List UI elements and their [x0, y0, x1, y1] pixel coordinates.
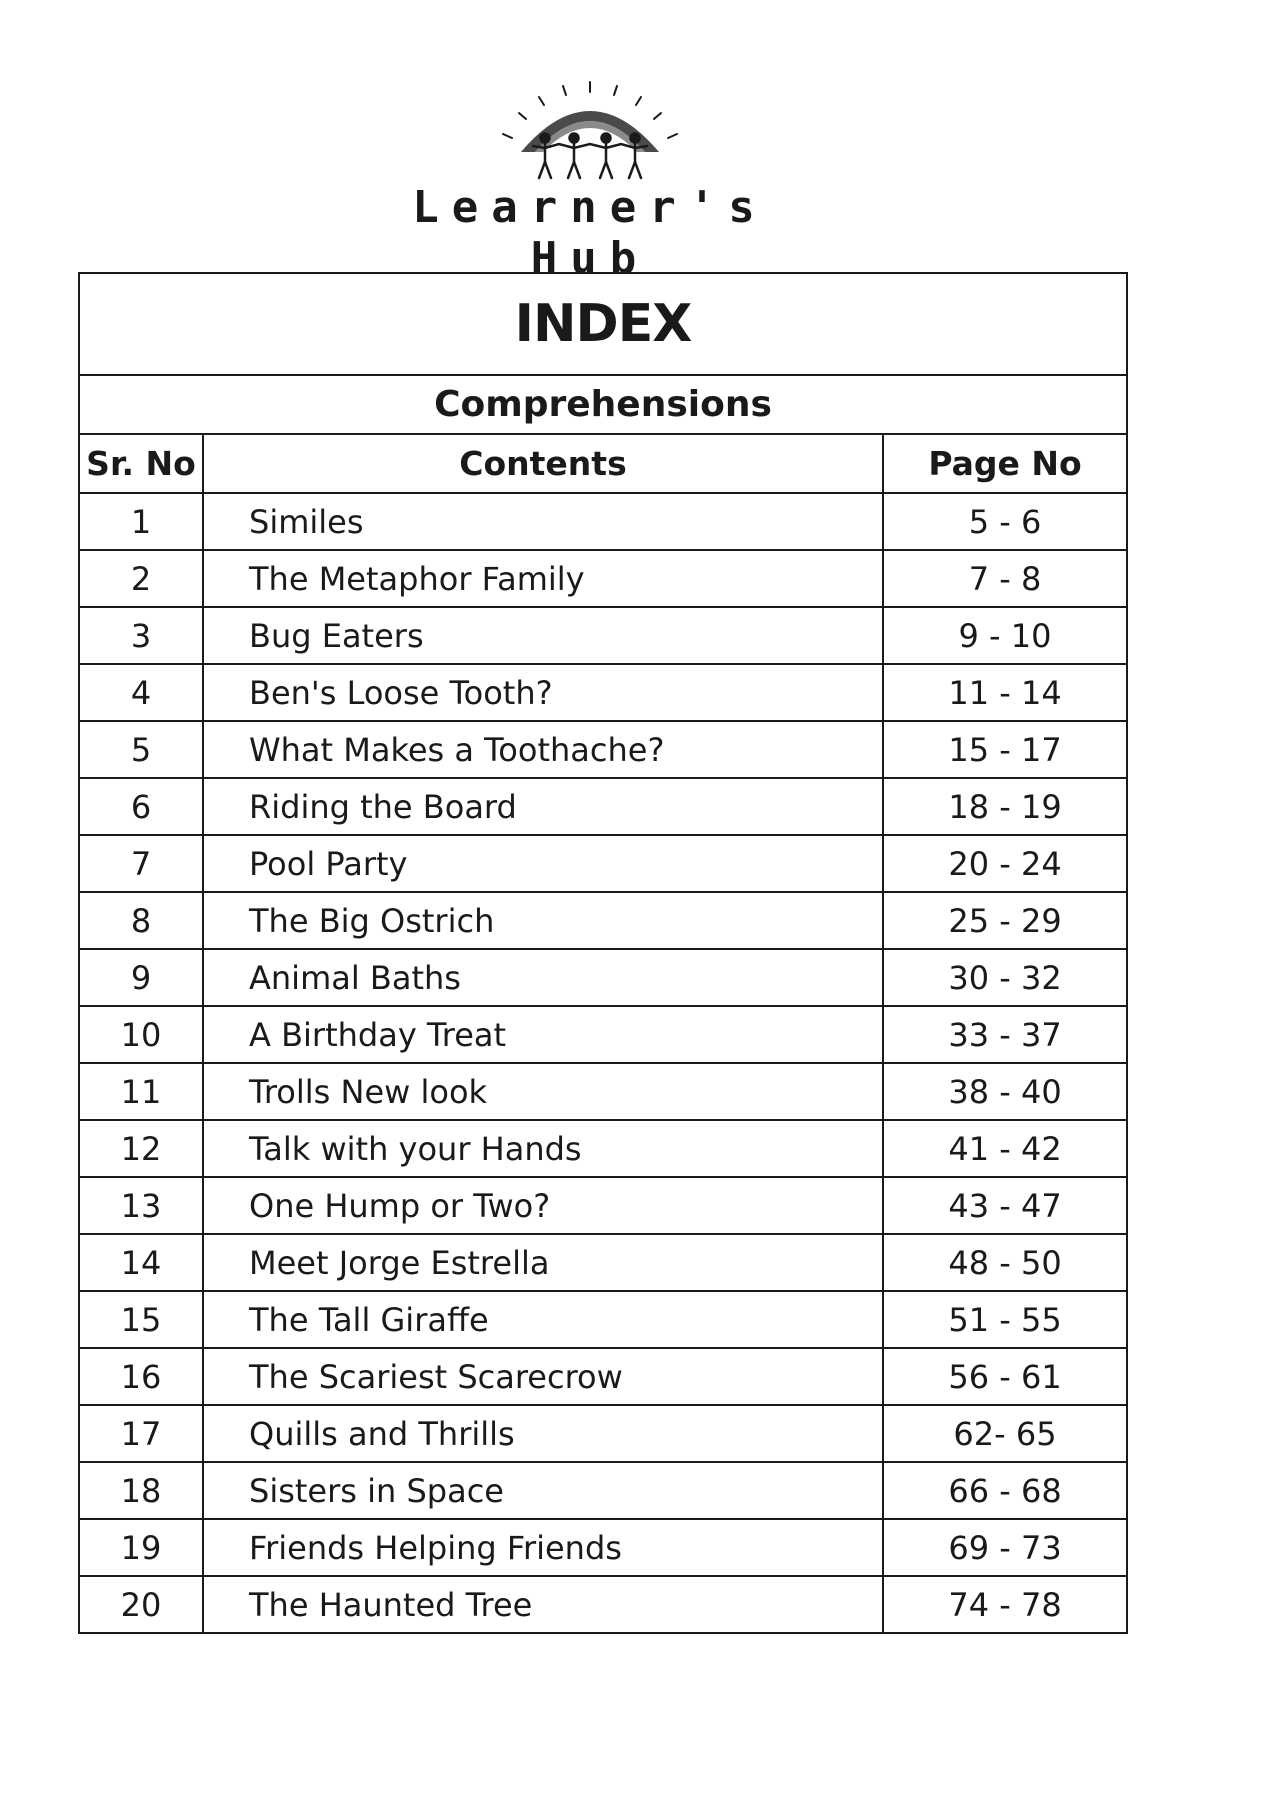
table-row [79, 493, 1127, 550]
table-row [79, 1120, 1127, 1177]
row-page-range: 30 - 32 [883, 949, 1127, 1006]
row-sr-no: 10 [79, 1006, 203, 1063]
table-row [79, 1291, 1127, 1348]
row-content: Animal Baths [203, 949, 883, 1006]
row-page-range: 69 - 73 [883, 1519, 1127, 1576]
row-content: Sisters in Space [203, 1462, 883, 1519]
row-sr-no: 6 [79, 778, 203, 835]
table-row [79, 835, 1127, 892]
row-content: Similes [203, 493, 883, 550]
table-row [79, 1006, 1127, 1063]
row-content: Friends Helping Friends [203, 1519, 883, 1576]
column-header-sr-no: Sr. No [79, 434, 203, 493]
table-row [79, 949, 1127, 1006]
table-row [79, 664, 1127, 721]
row-page-range: 9 - 10 [883, 607, 1127, 664]
row-page-range: 11 - 14 [883, 664, 1127, 721]
row-content: Pool Party [203, 835, 883, 892]
table-row [79, 1519, 1127, 1576]
row-content: The Scariest Scarecrow [203, 1348, 883, 1405]
row-content: Quills and Thrills [203, 1405, 883, 1462]
row-page-range: 48 - 50 [883, 1234, 1127, 1291]
section-heading: Comprehensions [79, 375, 1127, 434]
column-header-page-no: Page No [883, 434, 1127, 493]
row-page-range: 25 - 29 [883, 892, 1127, 949]
row-content: A Birthday Treat [203, 1006, 883, 1063]
row-sr-no: 16 [79, 1348, 203, 1405]
index-body [79, 493, 1127, 1633]
row-page-range: 51 - 55 [883, 1291, 1127, 1348]
brand-logo [380, 70, 800, 284]
row-page-range: 33 - 37 [883, 1006, 1127, 1063]
table-row [79, 1063, 1127, 1120]
row-sr-no: 19 [79, 1519, 203, 1576]
row-sr-no: 15 [79, 1291, 203, 1348]
table-row [79, 1234, 1127, 1291]
table-row [79, 1576, 1127, 1633]
row-page-range: 66 - 68 [883, 1462, 1127, 1519]
row-content: Talk with your Hands [203, 1120, 883, 1177]
row-sr-no: 8 [79, 892, 203, 949]
table-header-row [79, 434, 1127, 493]
row-sr-no: 1 [79, 493, 203, 550]
row-sr-no: 5 [79, 721, 203, 778]
row-content: The Haunted Tree [203, 1576, 883, 1633]
row-page-range: 43 - 47 [883, 1177, 1127, 1234]
row-sr-no: 9 [79, 949, 203, 1006]
row-sr-no: 14 [79, 1234, 203, 1291]
table-row [79, 1462, 1127, 1519]
row-page-range: 7 - 8 [883, 550, 1127, 607]
row-content: The Tall Giraffe [203, 1291, 883, 1348]
table-row [79, 721, 1127, 778]
index-table [78, 272, 1128, 1634]
row-sr-no: 20 [79, 1576, 203, 1633]
row-page-range: 56 - 61 [883, 1348, 1127, 1405]
row-content: Meet Jorge Estrella [203, 1234, 883, 1291]
column-header-contents: Contents [203, 434, 883, 493]
row-page-range: 20 - 24 [883, 835, 1127, 892]
table-row [79, 892, 1127, 949]
row-sr-no: 2 [79, 550, 203, 607]
row-sr-no: 12 [79, 1120, 203, 1177]
row-content: Riding the Board [203, 778, 883, 835]
rainbow-people-icon [485, 80, 695, 185]
row-sr-no: 13 [79, 1177, 203, 1234]
row-sr-no: 11 [79, 1063, 203, 1120]
row-page-range: 38 - 40 [883, 1063, 1127, 1120]
row-content: Trolls New look [203, 1063, 883, 1120]
row-content: Bug Eaters [203, 607, 883, 664]
table-row [79, 1177, 1127, 1234]
table-row [79, 607, 1127, 664]
row-sr-no: 7 [79, 835, 203, 892]
row-content: The Metaphor Family [203, 550, 883, 607]
row-content: One Hump or Two? [203, 1177, 883, 1234]
row-sr-no: 17 [79, 1405, 203, 1462]
index-title: INDEX [79, 273, 1127, 375]
table-row [79, 778, 1127, 835]
row-page-range: 62- 65 [883, 1405, 1127, 1462]
row-sr-no: 4 [79, 664, 203, 721]
row-content: What Makes a Toothache? [203, 721, 883, 778]
row-content: Ben's Loose Tooth? [203, 664, 883, 721]
row-page-range: 18 - 19 [883, 778, 1127, 835]
row-sr-no: 18 [79, 1462, 203, 1519]
table-row [79, 1348, 1127, 1405]
table-row [79, 1405, 1127, 1462]
table-row [79, 550, 1127, 607]
brand-name: Learner's Hub [412, 182, 768, 284]
row-page-range: 41 - 42 [883, 1120, 1127, 1177]
row-page-range: 5 - 6 [883, 493, 1127, 550]
row-content: The Big Ostrich [203, 892, 883, 949]
row-page-range: 15 - 17 [883, 721, 1127, 778]
row-sr-no: 3 [79, 607, 203, 664]
row-page-range: 74 - 78 [883, 1576, 1127, 1633]
